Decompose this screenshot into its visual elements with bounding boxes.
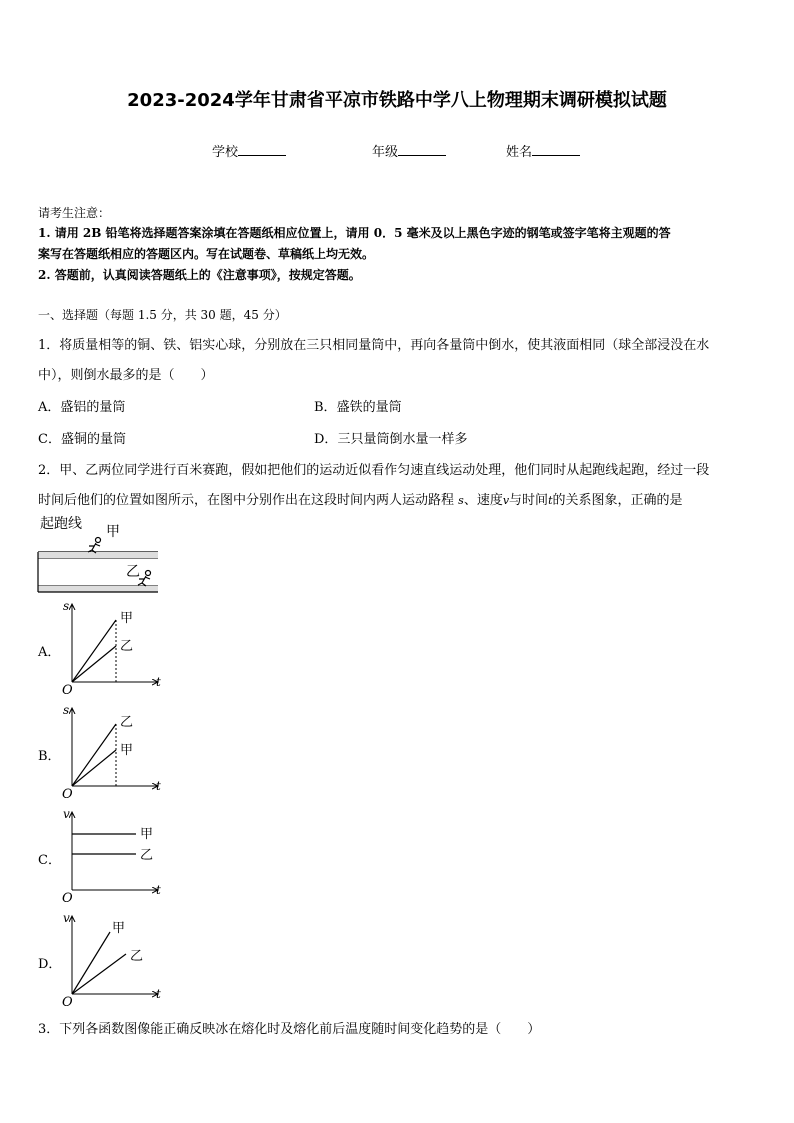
graph-c[interactable] [60, 806, 170, 904]
lower-line-label: 甲 [120, 743, 134, 758]
q1-text-line-2: 中），则倒水最多的是（ ） [38, 368, 214, 383]
notice-line-1b: 案写在答题纸相应的答题区内。写在试题卷、草稿纸上均无效。 [38, 247, 375, 261]
q3-text: 3．下列各函数图像能正确反映冰在熔化时及熔化前后温度随时间变化趋势的是（ ） [38, 1022, 541, 1037]
runner-yi-label: 乙 [126, 564, 140, 580]
name-blank[interactable] [532, 143, 580, 156]
upper-line-label: 乙 [120, 715, 134, 730]
lower-line-label: 乙 [130, 949, 144, 964]
option-text: 盛铁的量筒 [336, 400, 402, 415]
y-axis-label: v [63, 911, 70, 925]
q2-text-c: 与时间 [509, 493, 549, 508]
graph-b-label[interactable]: B． [38, 749, 61, 764]
notice-heading: 请考生注意： [38, 206, 111, 220]
name-field[interactable] [506, 141, 580, 160]
school-blank[interactable] [238, 143, 286, 156]
line-lower [72, 954, 126, 994]
v-symbol: v [502, 494, 510, 507]
q2-text-line-1: 2．甲、乙两位同学进行百米赛跑，假如把他们的运动近似看作匀速直线运动处理，他们同时从起跑线起跑，经过一段 [38, 463, 710, 478]
grade-field[interactable] [372, 141, 446, 160]
school-label: 学校 [212, 145, 239, 160]
q1-option-d[interactable] [314, 428, 467, 447]
q2-text-d: 的关系图象，正确的是 [552, 493, 683, 508]
runner-jia-icon [88, 538, 101, 554]
y-axis-label: v [63, 807, 70, 821]
origin-label: O [62, 891, 73, 904]
lower-line-label: 乙 [120, 639, 134, 654]
school-field[interactable] [212, 141, 286, 160]
notice-line-1: 1. 请用 2B 铅笔将选择题答案涂填在答题纸相应位置上，请用 0．5 毫米及以上黑色字迹的钢笔或签字笔将主观题的答 [38, 226, 671, 240]
x-axis-label: t [156, 883, 161, 897]
graph-b[interactable] [60, 702, 170, 800]
s-symbol: s [458, 494, 464, 507]
q2-text-line-2 [38, 489, 683, 508]
track-shade-2 [38, 586, 158, 592]
runner-jia-label: 甲 [106, 524, 120, 540]
option-label: D． [314, 432, 338, 447]
q2-text-a: 时间后他们的位置如图所示，在图中分别作出在这段时间内两人运动路程 [38, 493, 455, 508]
start-line-label: 起跑线 [40, 516, 82, 532]
option-text: 盛铜的量筒 [60, 432, 126, 447]
graph-a-label[interactable]: A． [38, 645, 61, 660]
option-label: B． [314, 400, 337, 415]
name-label: 姓名 [506, 145, 533, 160]
lower-line-label: 乙 [140, 848, 154, 863]
option-text: 盛铝的量筒 [60, 400, 126, 415]
upper-line-label: 甲 [112, 921, 126, 936]
notice-line-2: 2. 答题前，认真阅读答题纸上的《注意事项》，按规定答题。 [38, 268, 361, 282]
y-axis-label: s [63, 599, 70, 613]
upper-line-label: 甲 [140, 827, 154, 842]
option-label: A． [38, 400, 61, 415]
y-axis-label: s [63, 703, 70, 717]
line-upper [72, 932, 110, 994]
graph-d[interactable] [60, 910, 170, 1008]
graph-c-label[interactable]: C． [38, 853, 61, 868]
upper-line-label: 甲 [120, 611, 134, 626]
x-axis-label: t [156, 987, 161, 1001]
page-title: 2023-2024学年甘肃省平凉市铁路中学八上物理期末调研模拟试题 [127, 90, 667, 111]
x-axis-label: t [156, 779, 161, 793]
origin-label: O [62, 995, 73, 1008]
track-shade-1 [38, 552, 158, 558]
origin-label: O [62, 683, 73, 696]
section-heading: 一、选择题（每题 1.5 分，共 30 题，45 分） [38, 308, 287, 322]
q1-option-b[interactable] [314, 396, 402, 415]
graph-a[interactable] [60, 598, 170, 696]
grade-blank[interactable] [398, 143, 446, 156]
x-axis-label: t [156, 675, 161, 689]
race-figure [34, 512, 174, 596]
graph-d-label[interactable]: D． [38, 957, 62, 972]
grade-label: 年级 [372, 145, 399, 160]
q1-option-c[interactable] [38, 428, 126, 447]
q2-text-b: 、速度 [463, 493, 503, 508]
option-label: C． [38, 432, 61, 447]
option-text: 三只量筒倒水量一样多 [337, 432, 468, 447]
q1-option-a[interactable] [38, 396, 125, 415]
q1-text-line-1: 1．将质量相等的铜、铁、铝实心球，分别放在三只相同量筒中，再向各量筒中倒水，使其液面相同（球全部浸没在水 [38, 338, 710, 353]
origin-label: O [62, 787, 73, 800]
t-symbol: t [548, 494, 553, 507]
